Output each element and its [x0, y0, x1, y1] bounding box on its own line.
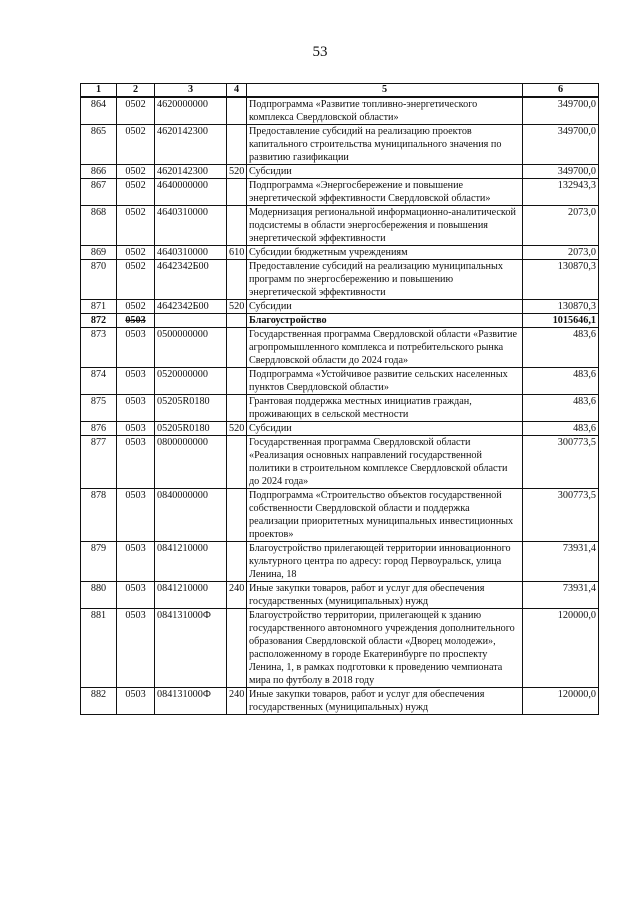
row-sum: 130870,3 — [523, 300, 599, 314]
row-code: 4642342Б00 — [155, 260, 227, 300]
row-section: 0503 — [117, 688, 155, 715]
row-expense-type — [227, 260, 247, 300]
table-row — [81, 97, 599, 125]
row-number: 879 — [81, 542, 117, 582]
row-name: Субсидии — [247, 165, 523, 179]
row-name: Иные закупки товаров, работ и услуг для обеспечения государственных (муниципальных) нужд — [247, 582, 523, 609]
column-header: 6 — [523, 84, 599, 98]
row-name: Модернизация региональной информационно-аналитической подсистемы в области энергосбережения и повышения энергетической эффективности — [247, 206, 523, 246]
row-name: Подпрограмма «Строительство объектов государственной собственности Свердловской области и поддержка реализации приоритетных муниципальных инвестиционных проектов» — [247, 489, 523, 542]
row-name: Подпрограмма «Устойчивое развитие сельских населенных пунктов Свердловской области» — [247, 368, 523, 395]
row-expense-type — [227, 436, 247, 489]
row-code: 4642342Б00 — [155, 300, 227, 314]
row-expense-type — [227, 97, 247, 125]
table-row — [81, 688, 599, 715]
row-name: Субсидии — [247, 300, 523, 314]
table-row — [81, 179, 599, 206]
row-expense-type — [227, 542, 247, 582]
row-code: 4620142300 — [155, 165, 227, 179]
row-number: 866 — [81, 165, 117, 179]
row-number: 881 — [81, 609, 117, 688]
row-name: Грантовая поддержка местных инициатив граждан, проживающих в сельской местности — [247, 395, 523, 422]
table-header-row — [81, 84, 599, 98]
page-number: 53 — [312, 44, 328, 60]
row-name: Благоустройство прилегающей территории инновационного культурного центра по адресу: город Первоуральск, улица Ленина, 18 — [247, 542, 523, 582]
row-number: 869 — [81, 246, 117, 260]
row-sum: 120000,0 — [523, 609, 599, 688]
row-expense-type — [227, 314, 247, 328]
row-section: 0503 — [117, 314, 155, 328]
row-expense-type — [227, 489, 247, 542]
table-row — [81, 165, 599, 179]
table-row — [81, 489, 599, 542]
row-name: Подпрограмма «Энергосбережение и повышение энергетической эффективности Свердловской области» — [247, 179, 523, 206]
row-sum: 349700,0 — [523, 97, 599, 125]
column-header: 4 — [227, 84, 247, 98]
table-row — [81, 125, 599, 165]
row-number: 873 — [81, 328, 117, 368]
row-number: 867 — [81, 179, 117, 206]
table-row — [81, 422, 599, 436]
column-header: 1 — [81, 84, 117, 98]
row-code: 0500000000 — [155, 328, 227, 368]
table-row — [81, 542, 599, 582]
row-number: 878 — [81, 489, 117, 542]
row-number: 882 — [81, 688, 117, 715]
row-section: 0502 — [117, 125, 155, 165]
row-section: 0502 — [117, 179, 155, 206]
table-row — [81, 300, 599, 314]
table-row — [81, 206, 599, 246]
row-section: 0503 — [117, 395, 155, 422]
table-row — [81, 609, 599, 688]
row-code: 0840000000 — [155, 489, 227, 542]
row-section: 0502 — [117, 97, 155, 125]
row-name: Государственная программа Свердловской области «Развитие агропромышленного комплекса и потребительского рынка Свердловской области до 2024 года» — [247, 328, 523, 368]
row-section: 0503 — [117, 368, 155, 395]
table-row — [81, 582, 599, 609]
column-header: 3 — [155, 84, 227, 98]
row-section: 0503 — [117, 582, 155, 609]
row-expense-type: 520 — [227, 422, 247, 436]
row-code: 4640310000 — [155, 206, 227, 246]
row-code: 4620000000 — [155, 97, 227, 125]
row-number: 877 — [81, 436, 117, 489]
table-row — [81, 246, 599, 260]
row-sum: 1015646,1 — [523, 314, 599, 328]
row-section: 0502 — [117, 300, 155, 314]
row-code: 05205R0180 — [155, 395, 227, 422]
row-name: Благоустройство — [247, 314, 523, 328]
row-number: 864 — [81, 97, 117, 125]
row-name: Государственная программа Свердловской области «Реализация основных направлений государственной политики в строительном комплексе Свердловской области до 2024 года» — [247, 436, 523, 489]
row-sum: 300773,5 — [523, 436, 599, 489]
row-section: 0503 — [117, 489, 155, 542]
column-header: 5 — [247, 84, 523, 98]
row-section: 0502 — [117, 206, 155, 246]
row-expense-type — [227, 609, 247, 688]
row-expense-type: 240 — [227, 582, 247, 609]
row-name: Предоставление субсидий на реализацию муниципальных программ по энергосбережению и повышению энергетической эффективности — [247, 260, 523, 300]
table-row — [81, 395, 599, 422]
row-expense-type — [227, 395, 247, 422]
row-code: 4640000000 — [155, 179, 227, 206]
row-expense-type — [227, 368, 247, 395]
row-sum: 483,6 — [523, 368, 599, 395]
row-expense-type — [227, 125, 247, 165]
row-sum: 483,6 — [523, 328, 599, 368]
table-row — [81, 260, 599, 300]
row-sum: 483,6 — [523, 422, 599, 436]
row-number: 868 — [81, 206, 117, 246]
row-sum: 73931,4 — [523, 582, 599, 609]
row-expense-type: 610 — [227, 246, 247, 260]
table-row — [81, 328, 599, 368]
row-number: 874 — [81, 368, 117, 395]
column-header: 2 — [117, 84, 155, 98]
row-sum: 349700,0 — [523, 165, 599, 179]
row-section: 0502 — [117, 246, 155, 260]
row-number: 872 — [81, 314, 117, 328]
row-code: 084131000Ф — [155, 609, 227, 688]
row-number: 880 — [81, 582, 117, 609]
table-row — [81, 314, 599, 328]
row-sum: 300773,5 — [523, 489, 599, 542]
row-code: 4640310000 — [155, 246, 227, 260]
row-name: Субсидии бюджетным учреждениям — [247, 246, 523, 260]
row-expense-type — [227, 206, 247, 246]
row-code: 4620142300 — [155, 125, 227, 165]
row-number: 871 — [81, 300, 117, 314]
row-name: Благоустройство территории, прилегающей к зданию государственного автономного учреждения дополнительного образования Свердловской области «Дворец молодежи», расположенному в городе Екатеринбурге по проспекту Ленина, 1, в рамках подготовки к проведению чемпионата мира по футболу в 2018 году — [247, 609, 523, 688]
table-row — [81, 436, 599, 489]
row-section: 0503 — [117, 436, 155, 489]
row-number: 876 — [81, 422, 117, 436]
row-code: 0841210000 — [155, 582, 227, 609]
row-expense-type: 520 — [227, 165, 247, 179]
row-section: 0502 — [117, 260, 155, 300]
row-code: 084131000Ф — [155, 688, 227, 715]
row-code: 0520000000 — [155, 368, 227, 395]
row-sum: 130870,3 — [523, 260, 599, 300]
row-name: Иные закупки товаров, работ и услуг для обеспечения государственных (муниципальных) нужд — [247, 688, 523, 715]
row-section: 0503 — [117, 328, 155, 368]
row-code: 0841210000 — [155, 542, 227, 582]
table-body — [81, 97, 599, 715]
row-number: 875 — [81, 395, 117, 422]
row-sum: 132943,3 — [523, 179, 599, 206]
row-name: Подпрограмма «Развитие топливно-энергетического комплекса Свердловской области» — [247, 97, 523, 125]
row-expense-type — [227, 179, 247, 206]
row-sum: 483,6 — [523, 395, 599, 422]
row-section: 0503 — [117, 542, 155, 582]
row-expense-type — [227, 328, 247, 368]
row-sum: 2073,0 — [523, 246, 599, 260]
table-row — [81, 368, 599, 395]
row-code: 0800000000 — [155, 436, 227, 489]
row-number: 870 — [81, 260, 117, 300]
row-number: 865 — [81, 125, 117, 165]
row-sum: 2073,0 — [523, 206, 599, 246]
row-name: Субсидии — [247, 422, 523, 436]
row-expense-type: 520 — [227, 300, 247, 314]
row-sum: 349700,0 — [523, 125, 599, 165]
row-section: 0503 — [117, 609, 155, 688]
row-section: 0503 — [117, 422, 155, 436]
row-code: 05205R0180 — [155, 422, 227, 436]
budget-table — [80, 83, 599, 715]
row-sum: 120000,0 — [523, 688, 599, 715]
row-expense-type: 240 — [227, 688, 247, 715]
row-name: Предоставление субсидий на реализацию проектов капитального строительства муниципального значения по развитию газификации — [247, 125, 523, 165]
row-sum: 73931,4 — [523, 542, 599, 582]
row-code — [155, 314, 227, 328]
row-section: 0502 — [117, 165, 155, 179]
